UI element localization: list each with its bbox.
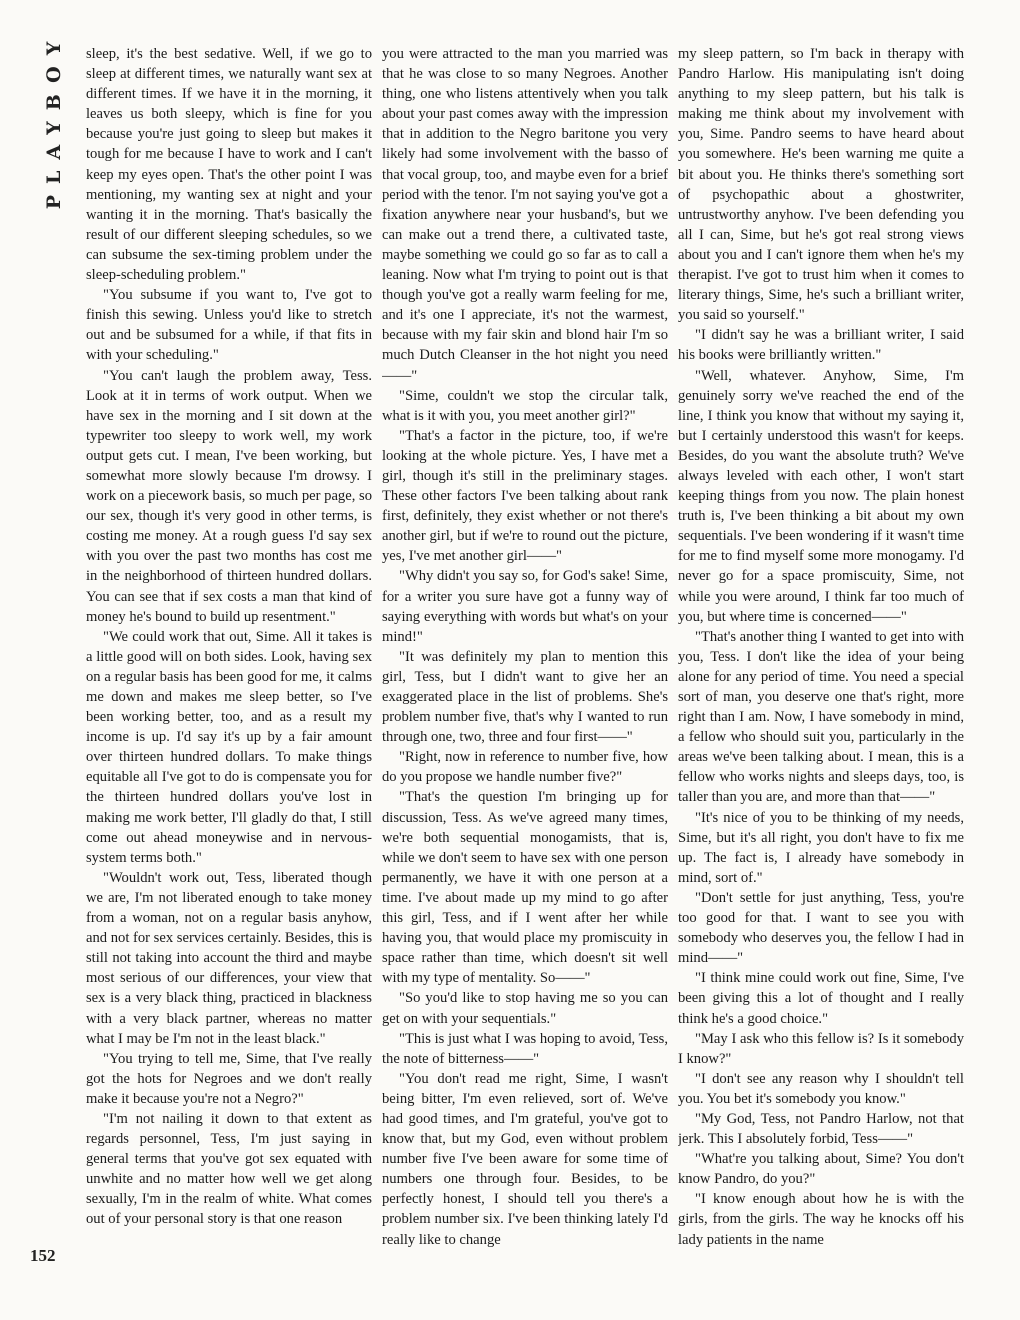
masthead	[28, 30, 80, 210]
paragraph: "Sime, couldn't we stop the circular talk, what is it with you, you meet another girl?"	[382, 387, 668, 424]
page-number: 152	[30, 1246, 56, 1265]
paragraph: you were attracted to the man you married was that he was close to so many Negroes. Another thing, one who listens attentively when you talk about your past comes away with the impression that in addition to the Negro baritone you very likely had some involvement with the basso of that vocal group, too, and maybe even for a brief period with the tenor. I'm not saying you've got a fixation anywhere near your husband's, but we can make out a trend there, a cultivated taste, maybe something we could go so far as to call a leaning. Now what I'm trying to point out is that though you've got a really warm feeling for me, and it's one I appreciate, it's not the warmest, because with my fair skin and blond hair I'm so much Dutch Cleanser in the hot night you need——"	[382, 46, 668, 384]
paragraph: "Why didn't you say so, for God's sake! Sime, for a writer you sure have got a funny way of saying everything with words but what's on your mind!"	[382, 568, 668, 645]
paragraph: "So you'd like to stop having me so you can get on with your sequentials."	[382, 990, 668, 1027]
paragraph: "This is just what I was hoping to avoid, Tess, the note of bitterness——"	[382, 1030, 668, 1067]
paragraph: "You trying to tell me, Sime, that I've really got the hots for Negroes and we don't really make it because you're not a Negro?"	[86, 1050, 372, 1107]
text-column-2	[382, 44, 668, 1280]
paragraph: my sleep pattern, so I'm back in therapy with Pandro Harlow. His manipulating isn't doing anything to my sleep pattern, but his talk is making me think about my involvement with you, Sime. Pandro seems to have heard about you somewhere. He's been warning me quite a bit about you. He thinks there's something sort of psychopathic about a ghostwriter, untrustworthy anyhow. I've been defending you all I can, Sime, but he's got real strong views about you and I can't ignore them when he's my therapist. I've got to trust him when it comes to literary things, Sime, he's such a brilliant writer, you said so yourself."	[678, 46, 964, 324]
paragraph: sleep, it's the best sedative. Well, if we go to sleep at different times, we naturally want sex at different times. If we have it in the morning, it leaves us both sleepy, which is fine for you because you're just going to sleep but makes it tough for me because I have to work and I can't keep my eyes open. That's the other point I was mentioning, my wanting sex at night and your wanting it in the morning. That's basically the result of our different sleeping schedules, so we can subsume the sex-timing problem under the sleep-scheduling problem."	[86, 46, 372, 284]
paragraph: "I think mine could work out fine, Sime, I've been giving this a lot of thought and I really think he's a good choice."	[678, 970, 964, 1027]
paragraph: "Wouldn't work out, Tess, liberated though we are, I'm not liberated enough to take money from a woman, not on a regular basis anyhow, and not for sex services certainly. Besides, this is still not taking into account the third and maybe most serious of our differences, your view that sex is a very black thing, practiced in blackness with a very black partner, whereas no matter what I may be I'm not in the least black."	[86, 869, 372, 1047]
paragraph: "You don't read me right, Sime, I wasn't being bitter, I'm even relieved, sort of. We've had good times, and I'm grateful, you've got to know that, but my God, even without problem number five I've been aware for some time of numbers one through four. Besides, to be perfectly honest, I should tell you there's a problem number six. I've been thinking lately I'd really like to change	[382, 1070, 668, 1248]
paragraph: "I'm not nailing it down to that extent as regards personnel, Tess, I'm just saying in general terms that you've got sex equated with unwhite and no matter how well we get along sexually, I'm in the realm of white. What comes out of your personal story is that one reason	[86, 1110, 372, 1228]
paragraph: "We could work that out, Sime. All it takes is a little good will on both sides. Look, having sex on a regular basis has been good for me, it calms me down and makes me sleep better, so I've been working better, too, and as a result my income is up. I'd say it's up by a fair amount over thirteen hundred dollars. To make things equitable all I've got to do is compensate you for the thirteen hundred dollars you've lost in making me work better, I'll gladly do that, I still come out ahead moneywise and in nervous-system terms both."	[86, 628, 372, 866]
paragraph: "Right, now in reference to number five, how do you propose we handle number five?"	[382, 749, 668, 786]
text-column-1	[86, 44, 372, 1280]
paragraph: "You can't laugh the problem away, Tess. Look at it in terms of work output. When we have sex in the morning and I sit down at the typewriter too sleepy to work well, my work output gets cut. I mean, I've been working, but somewhat more slowly because I'm drowsy. I work on a piecework basis, so much per page, so our sex, though it's very good in other terms, is costing me money. At a rough guess I'd say sex with you over the past two months has cost me in the neighborhood of thirteen hundred dollars. You can see that if sex costs a man that kind of money he's bound to build up resentment."	[86, 367, 372, 625]
paragraph: "That's a factor in the picture, too, if we're looking at the whole picture. Yes, I have met a girl, though it's still in the preliminary stages. These other factors I've been talking about rank first, definitely, they exist whether or not there's another girl, but if we're to round out the picture, yes, I've met another girl——"	[382, 427, 668, 565]
paragraph: "I don't see any reason why I shouldn't tell you. You bet it's somebody you know."	[678, 1070, 964, 1107]
paragraph: "It's nice of you to be thinking of my needs, Sime, but it's all right, you don't have to fix me up. The fact is, I already have somebody in mind, sort of."	[678, 809, 964, 886]
paragraph: "It was definitely my plan to mention this girl, Tess, but I didn't want to give her an exaggerated place in the list of problems. She's problem number five, that's why I wanted to run through one, two, three and four first——"	[382, 648, 668, 746]
paragraph: "That's another thing I wanted to get into with you, Tess. I don't like the idea of your being alone for any period of time. You need a special sort of man, you deserve one that's right, more right than I am. Now, I have somebody in mind, a fellow who should suit you, particularly in the areas we've been talking about. I mean, this is a fellow who works nights and sleeps days, too, is taller than you are, and more than that——"	[678, 628, 964, 806]
paragraph: "I know enough about how he is with the girls, from the girls. The way he knocks off his lady patients in the name	[678, 1191, 964, 1248]
masthead-logo: PLAYBOY	[43, 30, 65, 210]
paragraph: "You subsume if you want to, I've got to finish this sewing. Unless you'd like to stretch out and be subsumed for a while, if that fits in with your scheduling."	[86, 287, 372, 364]
text-column-3	[678, 44, 964, 1280]
paragraph: "May I ask who this fellow is? Is it somebody I know?"	[678, 1030, 964, 1067]
paragraph: "What're you talking about, Sime? You don't know Pandro, do you?"	[678, 1151, 964, 1188]
paragraph: "Well, whatever. Anyhow, Sime, I'm genuinely sorry we've reached the end of the line, I think you know that without my saying it, but I certainly understood this wasn't for keeps. Besides, do you want the absolute truth? We've always leveled with each other, I won't start keeping things from you now. The plain honest truth is, I've been thinking a bit about my own sequentials. I've been wondering if it wasn't time for me to find myself some more monogamy. I'd never go for a space promiscuity, Sime, not while you were around, I think far too much of you, but where time is concerned——"	[678, 367, 964, 625]
paragraph: "My God, Tess, not Pandro Harlow, not that jerk. This I absolutely forbid, Tess——"	[678, 1110, 964, 1148]
paragraph: "That's the question I'm bringing up for discussion, Tess. As we've agreed many times, we're both sequential monogamists, that is, while we don't seem to have sex with one person permanently, we have it with one person at a time. I've about made up my mind to go after this girl, Tess, and if I went after her while having you, that would place my promiscuity in space rather than time, which doesn't sit well with my type of mentality. So——"	[382, 789, 668, 987]
paragraph: "I didn't say he was a brilliant writer, I said his books were brilliantly written."	[678, 327, 964, 364]
paragraph: "Don't settle for just anything, Tess, you're too good for that. I want to see you with somebody who deserves you, the fellow I had in mind——"	[678, 889, 964, 967]
